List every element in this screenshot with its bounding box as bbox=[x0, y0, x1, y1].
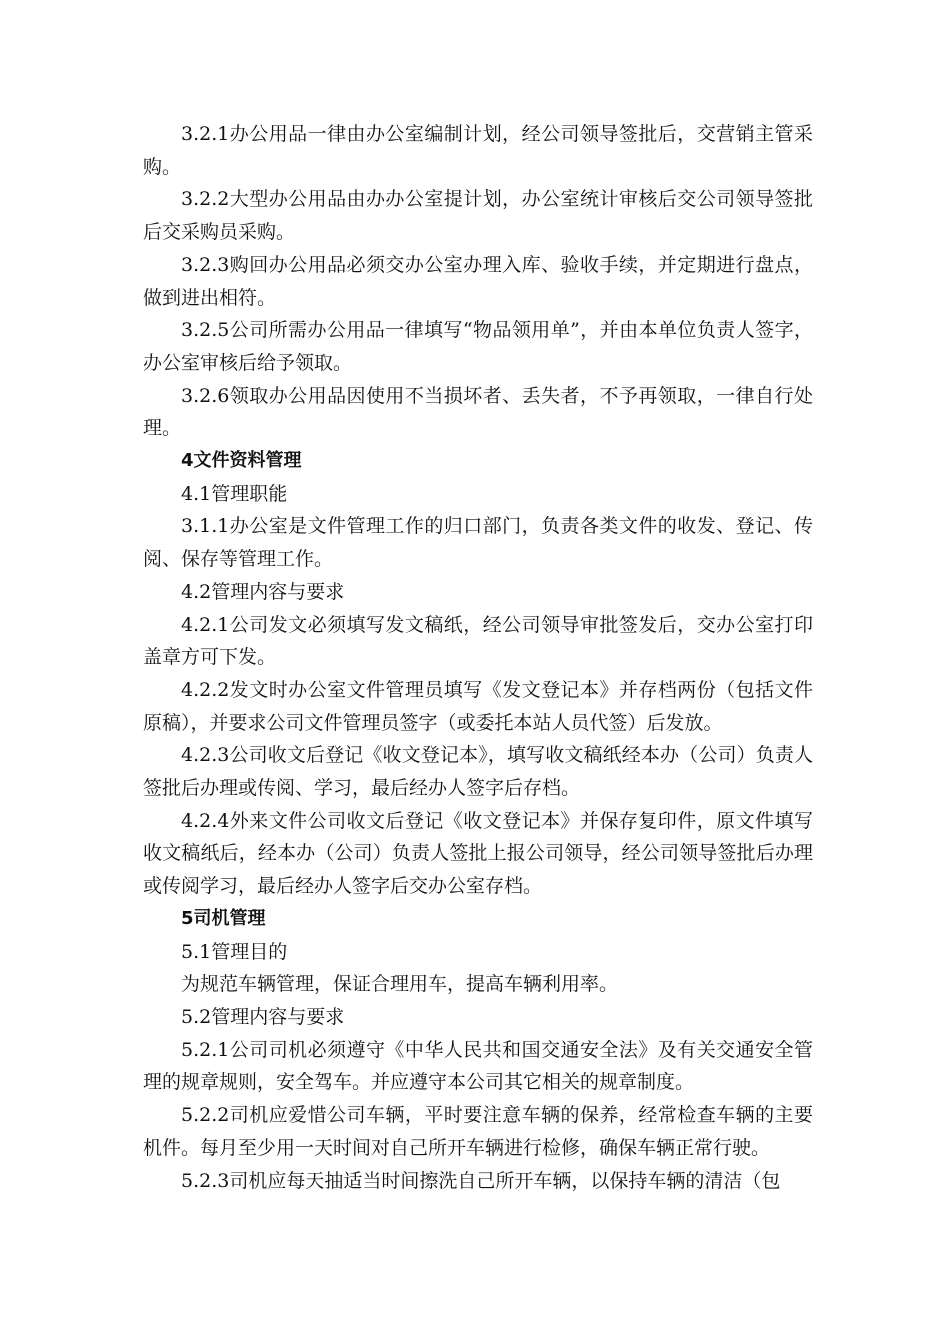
paragraph-3-2-1: 3.2.1办公用品一律由办公室编制计划，经公司领导签批后，交营销主管采购。 bbox=[143, 123, 813, 178]
subheading-5-2: 5.2管理内容与要求 bbox=[181, 1005, 345, 1028]
paragraph-4-2-1: 4.2.1公司发文必须填写发文稿纸，经公司领导审批签发后，交办公室打印盖章方可下发。 bbox=[143, 613, 813, 669]
section-heading-5: 5司机管理 bbox=[181, 907, 266, 929]
paragraph-5-2-1: 5.2.1公司司机必须遵守《中华人民共和国交通安全法》及有关交通安全管理的规章规则，安全驾车。并应遵守本公司其它相关的规章制度。 bbox=[143, 1038, 813, 1094]
paragraph-3-2-2: 3.2.2大型办公用品由办办公室提计划，办公室统计审核后交公司领导签批后交采购员采购。 bbox=[143, 188, 813, 244]
section-heading-4: 4文件资料管理 bbox=[181, 450, 302, 472]
subheading-4-1: 4.1管理职能 bbox=[181, 482, 288, 505]
subheading-4-2: 4.2管理内容与要求 bbox=[181, 580, 345, 603]
paragraph-5-2-3: 5.2.3司机应每天抽适当时间擦洗自己所开车辆，以保持车辆的清洁（包 bbox=[181, 1169, 781, 1192]
purpose-statement: 为规范车辆管理，保证合理用车，提高车辆利用率。 bbox=[181, 973, 619, 996]
paragraph-4-2-4: 4.2.4外来文件公司收文后登记《收文登记本》并保存复印件，原文件填写收文稿纸后，经本办（公司）负责人签批上报公司领导，经公司领导签批后办理或传阅学习，最后经办人签字后交办公室存档。 bbox=[143, 809, 813, 898]
paragraph-4-2-3: 4.2.3公司收文后登记《收文登记本》，填写收文稿纸经本办（公司）负责人签批后办理或传阅、学习，最后经办人签字后存档。 bbox=[143, 744, 813, 800]
paragraph-3-2-3: 3.2.3购回办公用品必须交办公室办理入库、验收手续，并定期进行盘点，做到进出相符。 bbox=[143, 253, 813, 309]
paragraph-3-2-5: 3.2.5公司所需办公用品一律填写“物品领用单”，并由本单位负责人签字，办公室审核后给予领取。 bbox=[143, 319, 813, 374]
paragraph-3-1-1: 3.1.1办公室是文件管理工作的归口部门，负责各类文件的收发、登记、传阅、保存等管理工作。 bbox=[143, 515, 813, 571]
paragraph-3-2-6: 3.2.6领取办公用品因使用不当损坏者、丢失者，不予再领取，一律自行处理。 bbox=[143, 384, 813, 440]
paragraph-5-2-2: 5.2.2司机应爱惜公司车辆，平时要注意车辆的保养，经常检查车辆的主要机件。每月至少用一天时间对自己所开车辆进行检修，确保车辆正常行驶。 bbox=[143, 1104, 813, 1159]
subheading-5-1: 5.1管理目的 bbox=[181, 940, 288, 963]
document-body bbox=[143, 118, 813, 1197]
paragraph-4-2-2: 4.2.2发文时办公室文件管理员填写《发文登记本》并存档两份（包括文件原稿），并要求公司文件管理员签字（或委托本站人员代签）后发放。 bbox=[143, 678, 813, 734]
